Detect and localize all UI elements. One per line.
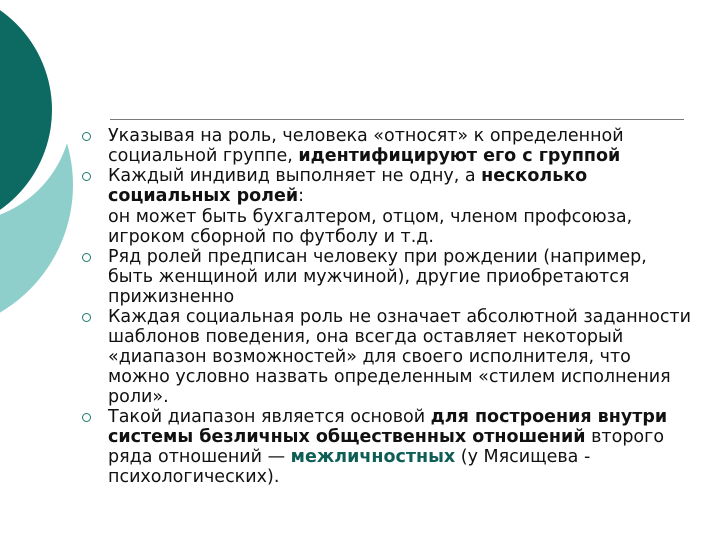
bold-text-run: для построения внутри системы безличных общественных отношений [108,407,668,447]
bullet-circle-icon [82,253,91,262]
title-divider [110,119,684,120]
bold-text-run: идентифицируют его с группой [298,146,621,166]
bullet-item [82,247,697,307]
text-run: Каждый индивид выполняет не одну, а [108,166,482,186]
text-run: Ряд ролей предписан человеку при рождении (например, быть женщиной или мужчиной), другие приобретаются прижизненно [108,247,647,307]
text-run: (у Мясищева - психологических). [108,447,591,487]
bullet-continuation [82,207,697,247]
text-run: Каждая социальная роль не означает абсолютной заданности шаблонов поведения, она всегда оставляет некоторый «диапазон возможностей» для своего исполнителя, что можно условно назвать определенным «стилем исполнения роли». [108,307,692,407]
text-run: Такой диапазон является основой [108,407,431,427]
text-run: второго ряда отношений — [108,427,665,467]
bullet-circle-icon [82,313,91,322]
text-run: он может быть бухгалтером, отцом, членом профсоюза, игроком сборной по футболу и т.д. [108,207,633,247]
bullet-item [82,307,697,407]
bold-text-run: несколько социальных ролей [108,166,588,206]
text-run: : [298,186,305,206]
bullet-item [82,126,697,166]
text-run: Указывая на роль, человека «относят» к определенной социальной группе, [108,126,624,166]
bullet-list [82,126,697,487]
bullet-circle-icon [82,413,91,422]
bullet-item [82,407,697,487]
bullet-circle-icon [82,172,91,181]
accent-text-run: межличностных [290,447,456,467]
bullet-circle-icon [82,132,91,141]
bullet-item [82,166,697,206]
